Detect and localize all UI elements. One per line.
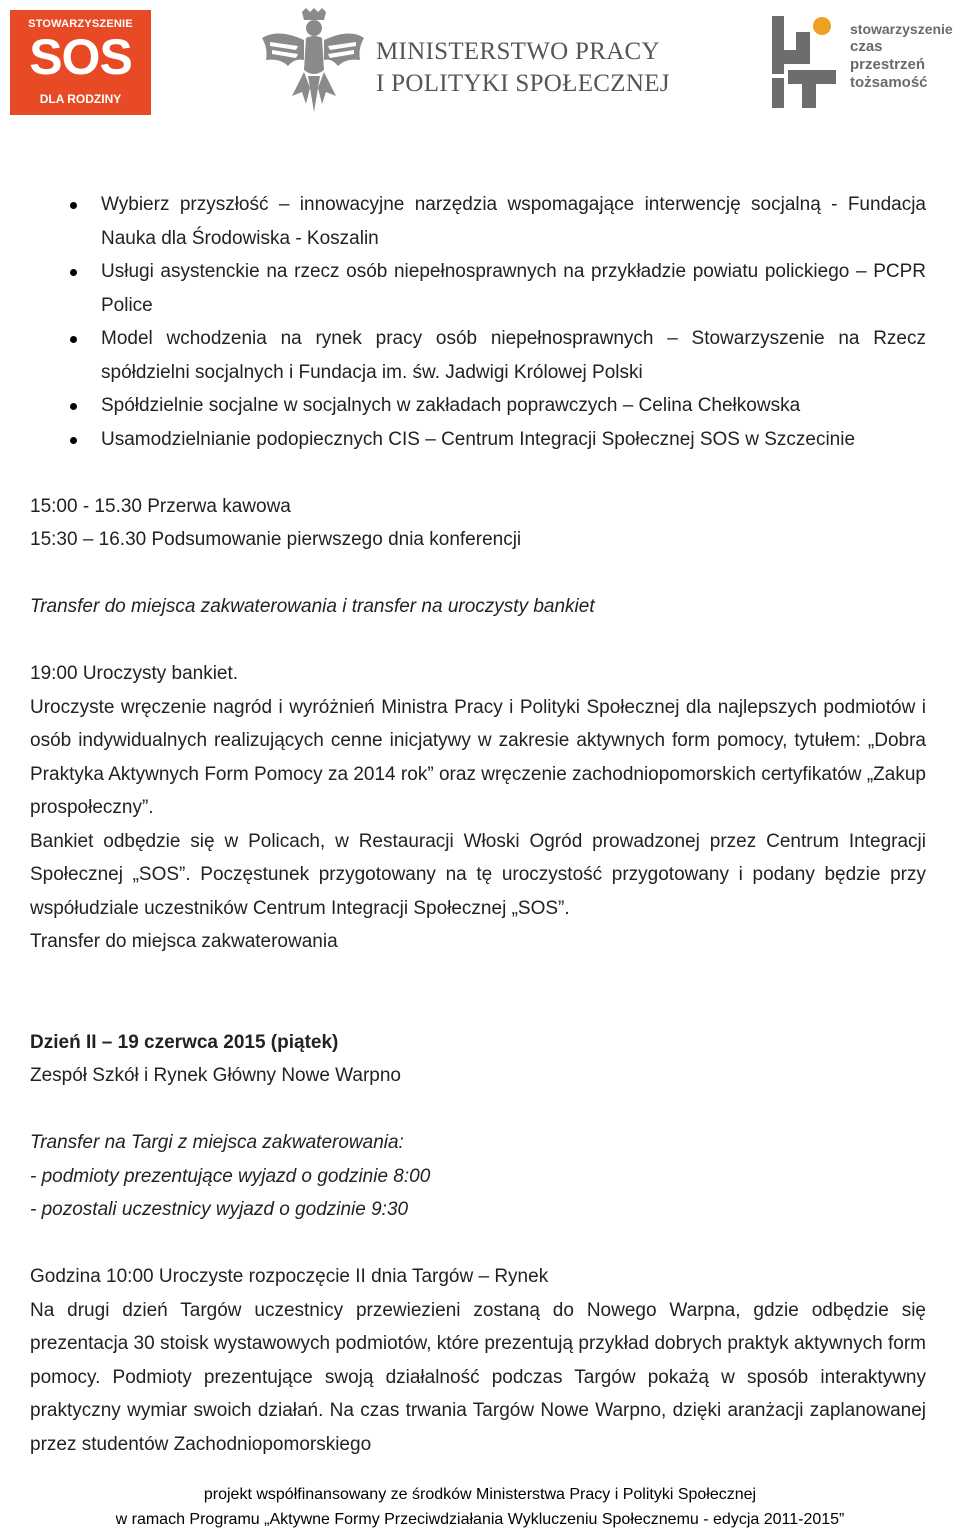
czas-line2: czas <box>850 38 883 55</box>
czas-przestrzen-tozsamosc-logo <box>768 12 953 112</box>
day2-place: Zespół Szkół i Rynek Główny Nowe Warpno <box>30 1065 401 1086</box>
bullet-icon <box>70 437 77 444</box>
czas-line3: przestrzeń <box>850 56 926 73</box>
czas-logo-text <box>850 20 953 92</box>
footer-line1: projekt współfinansowany ze środków Ministerstwa Pracy i Polityki Społecznej <box>203 1486 757 1503</box>
bullet-icon <box>70 269 77 276</box>
list-item-text: Usamodzielnianie podopiecznych CIS – Centrum Integracji Społecznej SOS w Szczecinie <box>101 428 856 450</box>
day2-opening-line: Godzina 10:00 Uroczyste rozpoczęcie II dnia Targów – Rynek <box>30 1266 549 1287</box>
coffee-break-line: 15:00 - 15.30 Przerwa kawowa <box>30 495 291 517</box>
ministry-logo-text <box>376 36 670 100</box>
ministry-line2: I POLITYKI SPOŁECZNEJ <box>376 70 670 97</box>
transfer-back-line: Transfer do miejsca zakwaterowania <box>30 931 338 952</box>
day2-transfer-item: - pozostali uczestnicy wyjazd o godzinie 9:30 <box>30 1199 409 1220</box>
bullet-icon <box>70 403 77 410</box>
list-item <box>30 188 926 255</box>
list-item-text: Model wchodzenia na rynek pracy osób niepełnosprawnych – Stowarzyszenie na Rzecz spółdzielni socjalnych i Fundacja im. św. Jadwigi Królowej Polski <box>101 328 926 383</box>
summary-line: 15:30 – 16.30 Podsumowanie pierwszego dnia konferencji <box>30 529 522 550</box>
list-item <box>30 322 926 389</box>
polish-eagle-emblem-icon <box>258 8 368 116</box>
ministry-line1: MINISTERSTWO PRACY <box>376 38 660 65</box>
document-body <box>30 188 926 1461</box>
banquet-paragraph-1: Uroczyste wręczenie nagród i wyróżnień Ministra Pracy i Polityki Społecznej dla najlepszych podmiotów i osób indywidualnych realizujących cenne inicjatywy w zakresie aktywnych form pomocy, tytułem: „Dobra Praktyka Aktywnych Form Pomocy za 2014 rok” oraz wręczenie zachodniopomorskich certyfikatów „Zakup prospołeczny”. <box>30 696 926 818</box>
day2-title: Dzień II – 19 czerwca 2015 (piątek) <box>30 1031 339 1053</box>
czas-line4: tożsamość <box>850 74 928 91</box>
list-item <box>30 255 926 322</box>
sos-logo-line2: SOS <box>29 29 132 85</box>
banquet-title: 19:00 Uroczysty bankiet. <box>30 663 239 684</box>
footer-line2: w ramach Programu „Aktywne Formy Przeciwdziałania Wykluczeniu Społecznemu - edycja 2011-2015” <box>115 1511 845 1528</box>
sos-logo-line1: STOWARZYSZENIE <box>28 18 133 30</box>
bullet-icon <box>70 336 77 343</box>
day2-paragraph: Na drugi dzień Targów uczestnicy przewiezieni zostaną do Nowego Warpna, gdzie odbędzie się prezentacja 30 stoisk wystawowych podmiotów, które prezentują przykład dobrych praktyk aktywnych form pomocy. Podmioty prezentujące swoją działalność podczas Targów pokażą w sposób interaktywny praktyczny wymiar swoich działań. Na czas trwania Targów Nowe Warpno, dzięki aranżacji zaplanowanej przez studentów Zachodniopomorskiego <box>30 1299 926 1455</box>
list-item-text: Usługi asystenckie na rzecz osób niepełnosprawnych na przykładzie powiatu polickiego – PCPR Police <box>101 261 926 316</box>
day2-transfer-title: Transfer na Targi z miejsca zakwaterowania: <box>30 1132 404 1153</box>
sos-logo-line3: DLA RODZINY <box>39 92 122 106</box>
bullet-icon <box>70 202 77 209</box>
sos-logo <box>10 10 151 115</box>
page-header <box>0 0 960 125</box>
banquet-paragraph-2: Bankiet odbędzie się w Policach, w Restauracji Włoski Ogród prowadzonej przez Centrum Integracji Społecznej „SOS”. Poczęstunek przygotowany na tę uroczystość przygotowany i podany będzie przy współudziale uczestników Centrum Integracji Społecznej „SOS”. <box>30 830 926 919</box>
list-item-text: Wybierz przyszłość – innowacyjne narzędzia wspomagające interwencję socjalną - Fundacja Nauka dla Środowiska - Koszalin <box>101 194 926 249</box>
list-item-text: Spółdzielnie socjalne w socjalnych w zakładach poprawczych – Celina Chełkowska <box>101 395 801 416</box>
czas-line1: stowarzyszenie <box>850 21 953 37</box>
presentations-list <box>30 188 926 456</box>
list-item <box>30 423 926 457</box>
czas-logo-mark-icon <box>768 12 840 112</box>
transfer-note: Transfer do miejsca zakwaterowania i transfer na uroczysty bankiet <box>30 596 595 617</box>
day2-transfer-item: - podmioty prezentujące wyjazd o godzinie 8:00 <box>30 1165 431 1187</box>
list-item <box>30 389 926 423</box>
